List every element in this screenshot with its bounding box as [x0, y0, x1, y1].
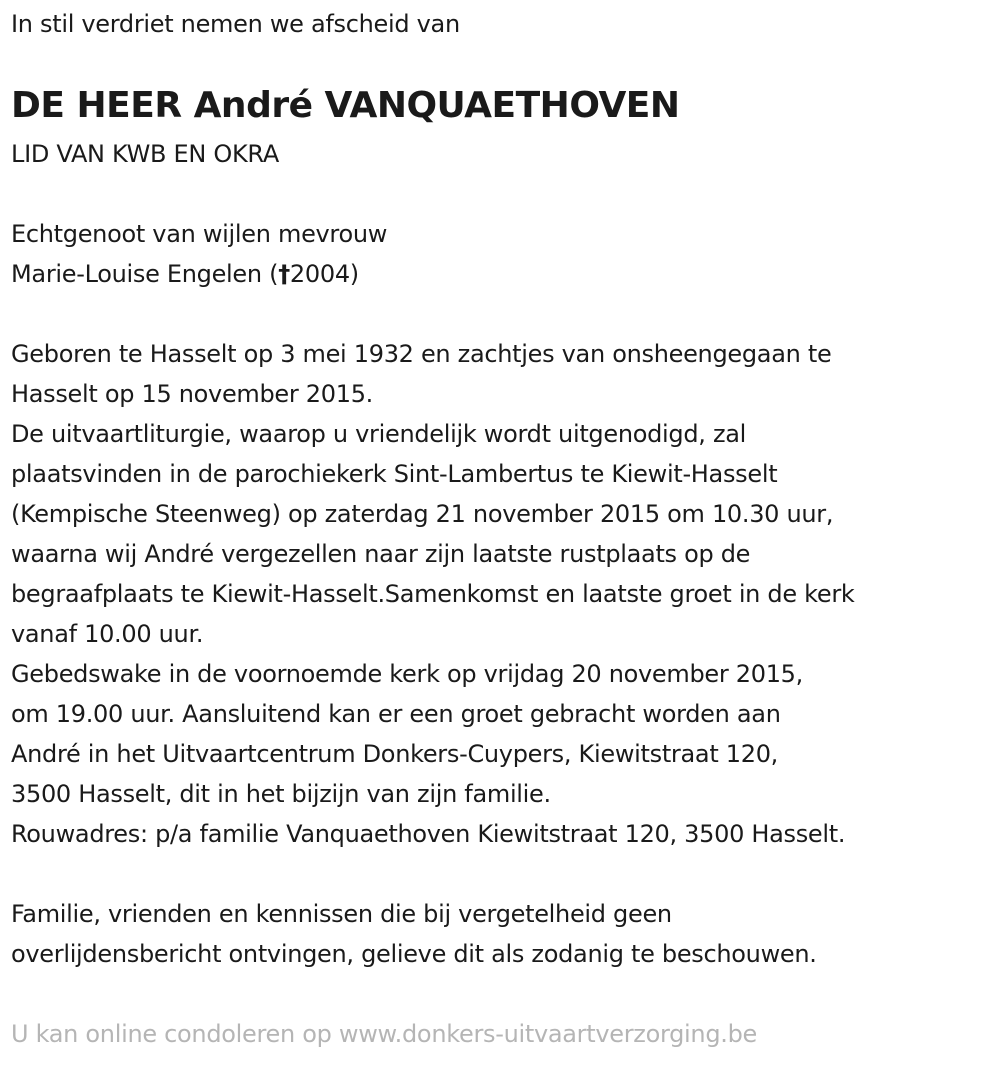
family-note-block: [11, 894, 817, 974]
main-text-line: plaatsvinden in de parochiekerk Sint-Lambertus te Kiewit-Hasselt: [11, 460, 778, 488]
cross-icon: †: [278, 260, 290, 288]
family-note-line: Familie, vrienden en kennissen die bij vergetelheid geen: [11, 900, 672, 928]
main-text-line: Hasselt op 15 november 2015.: [11, 380, 373, 408]
affiliation-text: LID VAN KWB EN OKRA: [11, 140, 279, 168]
main-text-line: 3500 Hasselt, dit in het bijzijn van zijn familie.: [11, 780, 551, 808]
main-text-line: vanaf 10.00 uur.: [11, 620, 204, 648]
main-text-block: [11, 334, 855, 854]
spouse-block: [11, 214, 387, 294]
intro-text: In stil verdriet nemen we afscheid van: [11, 10, 460, 38]
deceased-name: DE HEER André VANQUAETHOVEN: [11, 85, 680, 126]
main-text-line: Gebedswake in de voornoemde kerk op vrijdag 20 november 2015,: [11, 660, 803, 688]
main-text-line: Geboren te Hasselt op 3 mei 1932 en zachtjes van onsheengegaan te: [11, 340, 832, 368]
spouse-line-2: [11, 254, 387, 294]
main-text-line: André in het Uitvaartcentrum Donkers-Cuypers, Kiewitstraat 120,: [11, 740, 778, 768]
main-text-line: om 19.00 uur. Aansluitend kan er een groet gebracht worden aan: [11, 700, 781, 728]
online-condolence-text: U kan online condoleren op www.donkers-uitvaartverzorging.be: [11, 1020, 757, 1048]
spouse-death-year: 2004): [289, 260, 359, 288]
main-text-line: Rouwadres: p/a familie Vanquaethoven Kiewitstraat 120, 3500 Hasselt.: [11, 820, 846, 848]
main-text-line: De uitvaartliturgie, waarop u vriendelijk wordt uitgenodigd, zal: [11, 420, 747, 448]
main-text-line: begraafplaats te Kiewit-Hasselt.Samenkomst en laatste groet in de kerk: [11, 580, 855, 608]
main-text-line: (Kempische Steenweg) op zaterdag 21 november 2015 om 10.30 uur,: [11, 500, 834, 528]
family-note-line: overlijdensbericht ontvingen, gelieve dit als zodanig te beschouwen.: [11, 940, 817, 968]
spouse-name: Marie-Louise Engelen (: [11, 260, 279, 288]
spouse-line-1: Echtgenoot van wijlen mevrouw: [11, 220, 388, 248]
main-text-line: waarna wij André vergezellen naar zijn laatste rustplaats op de: [11, 540, 751, 568]
